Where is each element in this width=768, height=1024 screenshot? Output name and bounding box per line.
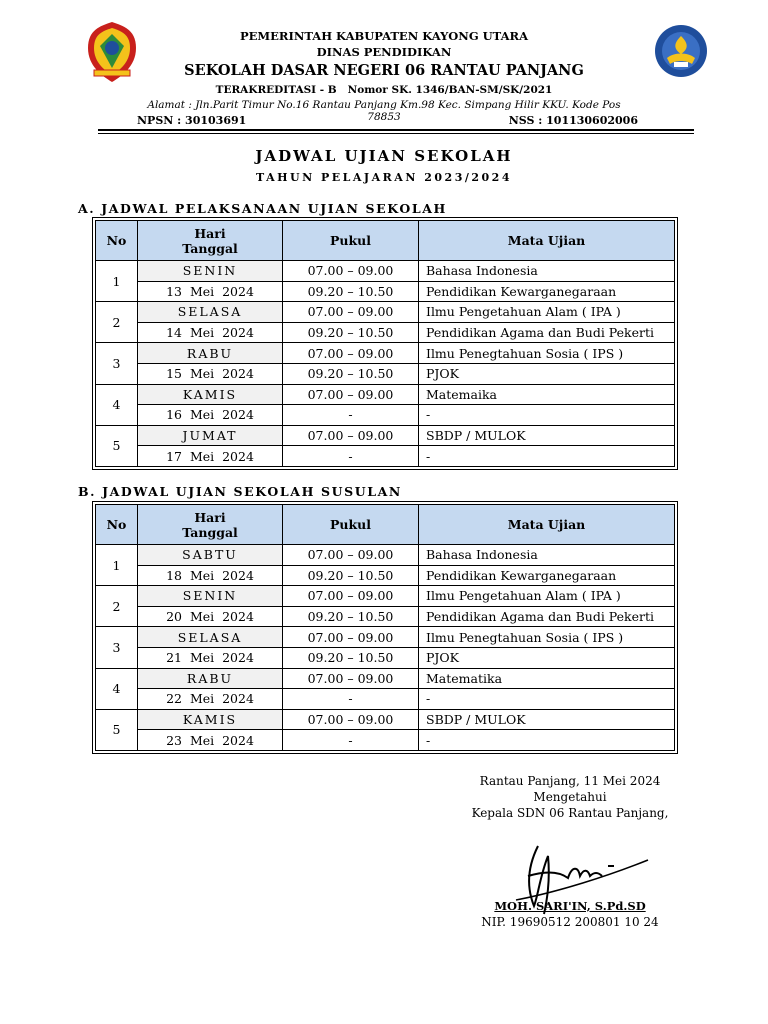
row-time: 07.00 – 09.00 — [283, 425, 419, 446]
table-b-body — [96, 545, 675, 751]
row-day: SABTU — [138, 545, 283, 566]
row-date: 18 Mei 2024 — [138, 565, 283, 586]
row-subject: Matematika — [419, 668, 675, 689]
letterhead-rule-thin — [98, 133, 694, 134]
row-time: 07.00 – 09.00 — [283, 302, 419, 323]
table-row — [96, 343, 675, 364]
row-time: - — [283, 405, 419, 426]
row-number: 5 — [96, 425, 138, 466]
table-row — [96, 302, 675, 323]
row-subject: Pendidikan Kewarganegaraan — [419, 281, 675, 302]
row-date: 22 Mei 2024 — [138, 689, 283, 710]
row-day: RABU — [138, 668, 283, 689]
nss: NSS : 101130602006 — [508, 114, 638, 127]
row-subject: - — [419, 405, 675, 426]
sign-position: Kepala SDN 06 Rantau Panjang, — [471, 806, 669, 820]
row-time: - — [283, 730, 419, 751]
header-pukul: Pukul — [283, 221, 419, 261]
row-time: 07.00 – 09.00 — [283, 343, 419, 364]
row-time: - — [283, 446, 419, 467]
row-day: SENIN — [138, 261, 283, 282]
table-header-row — [96, 505, 675, 545]
table-a-body — [96, 261, 675, 467]
row-subject: PJOK — [419, 647, 675, 668]
row-number: 1 — [96, 545, 138, 586]
row-number: 2 — [96, 586, 138, 627]
letterhead-rule — [98, 129, 694, 131]
row-time: 07.00 – 09.00 — [283, 384, 419, 405]
table-b — [95, 504, 675, 751]
row-number: 5 — [96, 709, 138, 750]
row-subject: Ilmu Penegtahuan Sosia ( IPS ) — [419, 627, 675, 648]
row-subject: Ilmu Pengetahuan Alam ( IPA ) — [419, 302, 675, 323]
row-time: 09.20 – 10.50 — [283, 363, 419, 384]
row-subject: Matemaika — [419, 384, 675, 405]
table-row — [96, 668, 675, 689]
header-tanggal: Tanggal — [182, 524, 238, 540]
row-time: 07.00 – 09.00 — [283, 709, 419, 730]
table-row — [96, 586, 675, 607]
row-day: SENIN — [138, 586, 283, 607]
row-date: 16 Mei 2024 — [138, 405, 283, 426]
section-b-title: B. JADWAL UJIAN SEKOLAH SUSULAN — [78, 484, 402, 499]
header-tanggal: Tanggal — [182, 240, 238, 256]
table-row — [96, 689, 675, 710]
row-number: 3 — [96, 343, 138, 384]
row-time: 07.00 – 09.00 — [283, 545, 419, 566]
row-date: 15 Mei 2024 — [138, 363, 283, 384]
table-row — [96, 606, 675, 627]
row-time: 09.20 – 10.50 — [283, 647, 419, 668]
row-day: SELASA — [138, 627, 283, 648]
table-row — [96, 322, 675, 343]
row-time: - — [283, 689, 419, 710]
signer-name: MOH. SARI'IN, S.Pd.SD — [494, 899, 646, 913]
row-time: 07.00 – 09.00 — [283, 261, 419, 282]
row-number: 4 — [96, 668, 138, 709]
section-a-title: A. JADWAL PELAKSANAAN UJIAN SEKOLAH — [78, 201, 447, 216]
header-hari-tanggal — [138, 505, 283, 545]
row-day: KAMIS — [138, 709, 283, 730]
row-number: 4 — [96, 384, 138, 425]
row-time: 07.00 – 09.00 — [283, 627, 419, 648]
row-subject: - — [419, 446, 675, 467]
school-address: Alamat : Jln.Parit Timur No.16 Rantau Panjang Km.98 Kec. Simpang Hilir KKU. Kode Pos 78853 — [147, 99, 621, 123]
row-day: KAMIS — [138, 384, 283, 405]
department-name: DINAS PENDIDIKAN — [316, 45, 452, 59]
table-row — [96, 627, 675, 648]
row-subject: - — [419, 689, 675, 710]
row-subject: Pendidikan Agama dan Budi Pekerti — [419, 322, 675, 343]
signer-nip: NIP. 19690512 200801 10 24 — [481, 915, 659, 929]
row-subject: SBDP / MULOK — [419, 425, 675, 446]
row-date: 20 Mei 2024 — [138, 606, 283, 627]
row-date: 13 Mei 2024 — [138, 281, 283, 302]
table-row — [96, 565, 675, 586]
header-pukul: Pukul — [283, 505, 419, 545]
row-day: RABU — [138, 343, 283, 364]
row-day: SELASA — [138, 302, 283, 323]
row-time: 07.00 – 09.00 — [283, 586, 419, 607]
schedule-table-b — [92, 501, 678, 754]
row-number: 2 — [96, 302, 138, 343]
row-subject: Pendidikan Agama dan Budi Pekerti — [419, 606, 675, 627]
table-row — [96, 261, 675, 282]
row-number: 3 — [96, 627, 138, 668]
table-a — [95, 220, 675, 467]
header-hari-tanggal — [138, 221, 283, 261]
header-mata-ujian: Mata Ujian — [419, 221, 675, 261]
table-row — [96, 545, 675, 566]
table-row — [96, 425, 675, 446]
accreditation: TERAKREDITASI - B Nomor SK. 1346/BAN-SM/SK/2021 — [215, 84, 553, 96]
gov-name: PEMERINTAH KABUPATEN KAYONG UTARA — [239, 29, 529, 43]
header-no: No — [96, 505, 138, 545]
table-row — [96, 647, 675, 668]
row-subject: - — [419, 730, 675, 751]
header-hari: Hari — [194, 509, 226, 525]
npsn: NPSN : 30103691 — [137, 114, 247, 127]
row-subject: Ilmu Pengetahuan Alam ( IPA ) — [419, 586, 675, 607]
header-no: No — [96, 221, 138, 261]
row-number: 1 — [96, 261, 138, 302]
tut-wuri-handayani-icon — [654, 24, 708, 78]
row-date: 17 Mei 2024 — [138, 446, 283, 467]
row-subject: Bahasa Indonesia — [419, 545, 675, 566]
row-time: 09.20 – 10.50 — [283, 606, 419, 627]
row-subject: Bahasa Indonesia — [419, 261, 675, 282]
table-header-row — [96, 221, 675, 261]
sign-place-date: Rantau Panjang, 11 Mei 2024 — [479, 774, 661, 788]
row-time: 09.20 – 10.50 — [283, 322, 419, 343]
table-row — [96, 281, 675, 302]
table-row — [96, 730, 675, 751]
school-name: SEKOLAH DASAR NEGERI 06 RANTAU PANJANG — [184, 62, 584, 79]
schedule-table-a — [92, 217, 678, 470]
table-row — [96, 405, 675, 426]
header-hari: Hari — [194, 225, 226, 241]
document-subtitle: TAHUN PELAJARAN 2023/2024 — [256, 171, 512, 184]
document-title: JADWAL UJIAN SEKOLAH — [255, 147, 513, 165]
header-mata-ujian: Mata Ujian — [419, 505, 675, 545]
table-row — [96, 446, 675, 467]
row-subject: Ilmu Penegtahuan Sosia ( IPS ) — [419, 343, 675, 364]
row-subject: Pendidikan Kewarganegaraan — [419, 565, 675, 586]
table-row — [96, 709, 675, 730]
row-subject: PJOK — [419, 363, 675, 384]
table-row — [96, 363, 675, 384]
row-date: 14 Mei 2024 — [138, 322, 283, 343]
row-time: 07.00 – 09.00 — [283, 668, 419, 689]
row-date: 21 Mei 2024 — [138, 647, 283, 668]
row-time: 09.20 – 10.50 — [283, 281, 419, 302]
row-subject: SBDP / MULOK — [419, 709, 675, 730]
row-day: JUMAT — [138, 425, 283, 446]
table-row — [96, 384, 675, 405]
row-date: 23 Mei 2024 — [138, 730, 283, 751]
sign-known: Mengetahui — [533, 790, 607, 804]
row-time: 09.20 – 10.50 — [283, 565, 419, 586]
